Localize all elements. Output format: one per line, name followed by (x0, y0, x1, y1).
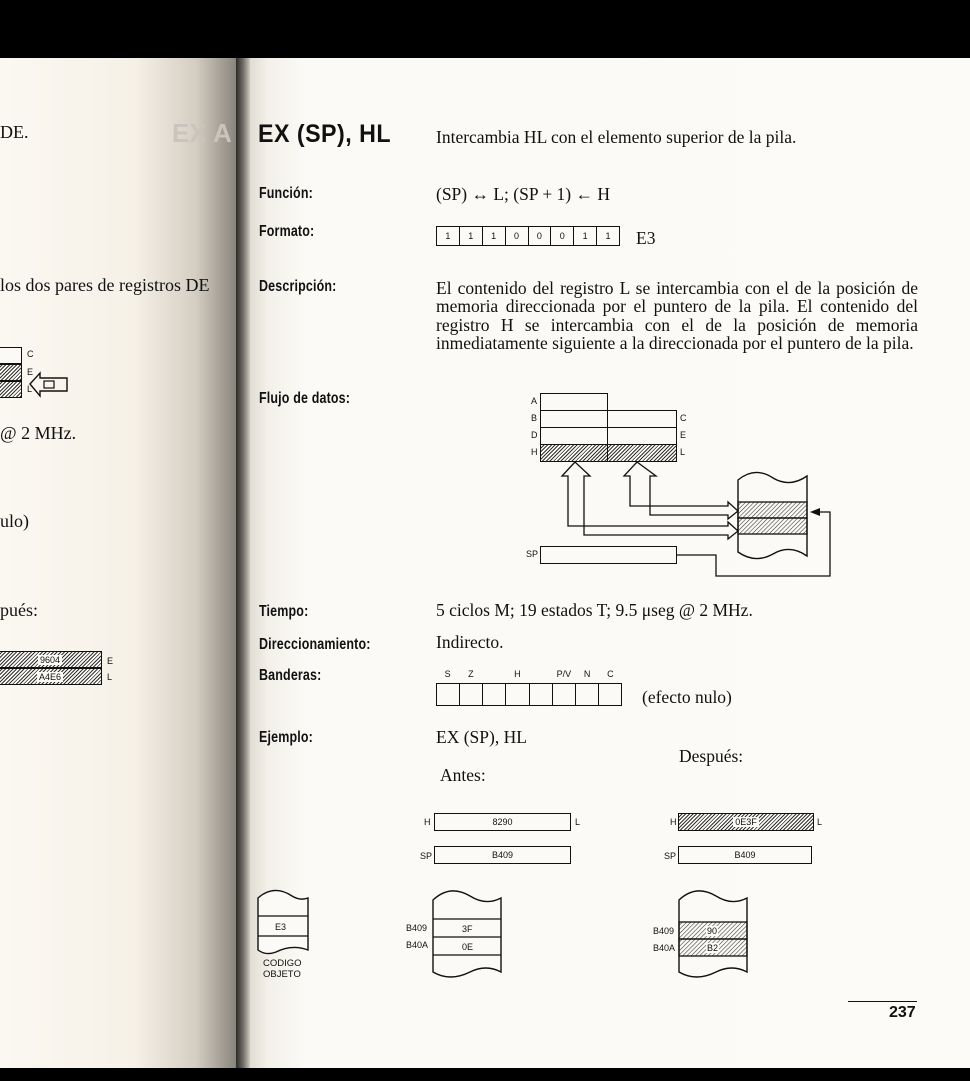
sp-label: SP (526, 549, 539, 559)
antes-memory-outline (400, 886, 510, 981)
left-arrow-icon (30, 369, 70, 409)
antes-registers (420, 810, 590, 870)
bottom-shadow (0, 1068, 970, 1081)
despues-sp-label: SP (664, 851, 677, 861)
left-fragment-despues: pués: (0, 600, 38, 620)
opcode-bit: 1 (483, 227, 506, 245)
flags-note: (efecto nulo) (642, 687, 732, 707)
antes-hl-register (434, 813, 571, 831)
left-label-l: L (107, 672, 113, 682)
left-fragment-registers: los dos pares de registros DE (0, 275, 210, 295)
opcode-bit: 1 (437, 227, 460, 245)
antes-l-label: L (575, 817, 581, 827)
left-reg-c: C (27, 349, 34, 359)
tiempo-text: 5 ciclos M; 19 estados T; 9.5 μseg @ 2 MHz. (436, 600, 753, 620)
funcion-text: (SP) ↔ L; (SP + 1) ← H (436, 184, 611, 204)
antes-h-label: H (424, 817, 431, 827)
despues-sp-value: B409 (734, 850, 756, 860)
flag-cell (599, 684, 621, 705)
opcode-bit: 0 (529, 227, 552, 245)
despues-mem-addr: B409 (653, 926, 675, 936)
opcode-bit: 0 (506, 227, 529, 245)
flag-cell (460, 684, 483, 705)
object-code-icon (252, 888, 314, 983)
opcode-hex: E3 (636, 228, 656, 248)
label-flujo: Flujo de datos: (259, 390, 351, 407)
antes-mem-value: 3F (462, 924, 473, 934)
label-descripcion: Descripción: (259, 278, 337, 295)
object-code-value: E3 (275, 922, 287, 932)
left-reg-l: L (27, 384, 33, 394)
flag-cell (483, 684, 506, 705)
antes-sp-value: B409 (491, 850, 514, 860)
flag-cell (553, 684, 576, 705)
reg-label-c: C (680, 413, 687, 423)
flag-label (483, 668, 506, 680)
despues-l-label: L (817, 817, 823, 827)
flag-cell (506, 684, 529, 705)
left-fragment-nulo: ulo) (0, 511, 29, 531)
page-number: 237 (889, 1004, 916, 1021)
left-de-value: 9604 (39, 654, 61, 665)
opcode-bit: 1 (574, 227, 597, 245)
reg-label-a: A (531, 396, 538, 406)
antes-sp-register (434, 846, 571, 864)
flag-cell (437, 684, 460, 705)
reg-label-h: H (531, 447, 538, 457)
antes-mem-addr: B409 (406, 923, 428, 933)
left-fragment-mhz: @ 2 MHz. (0, 423, 77, 443)
label-formato: Formato: (259, 223, 315, 240)
flow-arrows (520, 390, 840, 590)
label-banderas: Banderas: (259, 667, 322, 684)
top-shadow (0, 0, 970, 60)
flag-cell (576, 684, 599, 705)
left-label-e: E (107, 656, 114, 666)
despues-hl-value: 0E3F (735, 817, 757, 827)
instruction-title: EX (SP), HL (258, 120, 392, 148)
left-page (0, 58, 245, 1070)
antes-mem-value: 0E (462, 942, 474, 952)
antes-mem-addr: B40A (406, 940, 429, 950)
flag-label: H (514, 669, 521, 679)
despues-mem-value: B2 (707, 943, 719, 953)
label-ejemplo: Ejemplo: (259, 729, 313, 746)
flag-label (529, 668, 552, 680)
flags-register (436, 668, 622, 710)
instruction-summary: Intercambia HL con el elemento superior de la pila. (436, 127, 797, 147)
despues-h-label: H (670, 817, 677, 827)
label-funcion: Función: (259, 185, 313, 202)
left-register-diagram (0, 347, 40, 407)
opcode-bits (436, 226, 620, 246)
flag-label: Z (468, 669, 474, 679)
descripcion-text: El contenido del registro L se intercambia con el de la posición de memoria direccionada por el puntero de la pila. El contenido del registro H se intercambia con el de la posición de memoria inmediatamente siguiente a la direccionada por el puntero de la pila. (436, 278, 918, 354)
label-tiempo: Tiempo: (259, 603, 309, 620)
opcode-bit: 1 (460, 227, 483, 245)
despues-memory (646, 886, 756, 981)
left-fragment-de: DE. (0, 122, 29, 142)
book-spine (236, 58, 250, 1070)
flag-cell (530, 684, 553, 705)
despues-label: Después: (679, 746, 744, 766)
flag-label: N (583, 669, 591, 679)
opcode-bit: 0 (551, 227, 574, 245)
show-through-text: EX A (172, 118, 232, 148)
antes-memory (400, 886, 510, 981)
reg-label-l: L (680, 447, 686, 457)
antes-label: Antes: (440, 765, 486, 785)
despues-mem-addr: B40A (653, 943, 676, 953)
reg-label-b: B (531, 413, 538, 423)
flag-label: P/V (556, 669, 572, 679)
despues-sp-register (678, 846, 812, 864)
reg-label-e: E (680, 430, 687, 440)
despues-hl-register (678, 813, 814, 831)
ejemplo-instruction: EX (SP), HL (436, 727, 527, 747)
direccionamiento-text: Indirecto. (436, 632, 504, 652)
data-flow-diagram (520, 390, 840, 580)
reg-label-d: D (531, 430, 538, 440)
despues-registers (664, 810, 834, 870)
object-code-caption: OBJETO (263, 969, 301, 980)
left-reg-e: E (27, 367, 34, 377)
despues-mem-value: 90 (707, 926, 718, 936)
object-code-caption: CODIGO (263, 958, 302, 969)
antes-hl-value: 8290 (492, 817, 513, 827)
left-hl-value: A4E6 (38, 671, 62, 682)
left-example-registers (0, 651, 120, 691)
label-direccionamiento: Direccionamiento: (259, 636, 371, 653)
flag-label: C (607, 669, 614, 679)
opcode-bit: 1 (605, 231, 611, 241)
flag-label: S (444, 669, 451, 679)
page-number-rule (848, 1001, 917, 1002)
antes-sp-label: SP (420, 851, 433, 861)
